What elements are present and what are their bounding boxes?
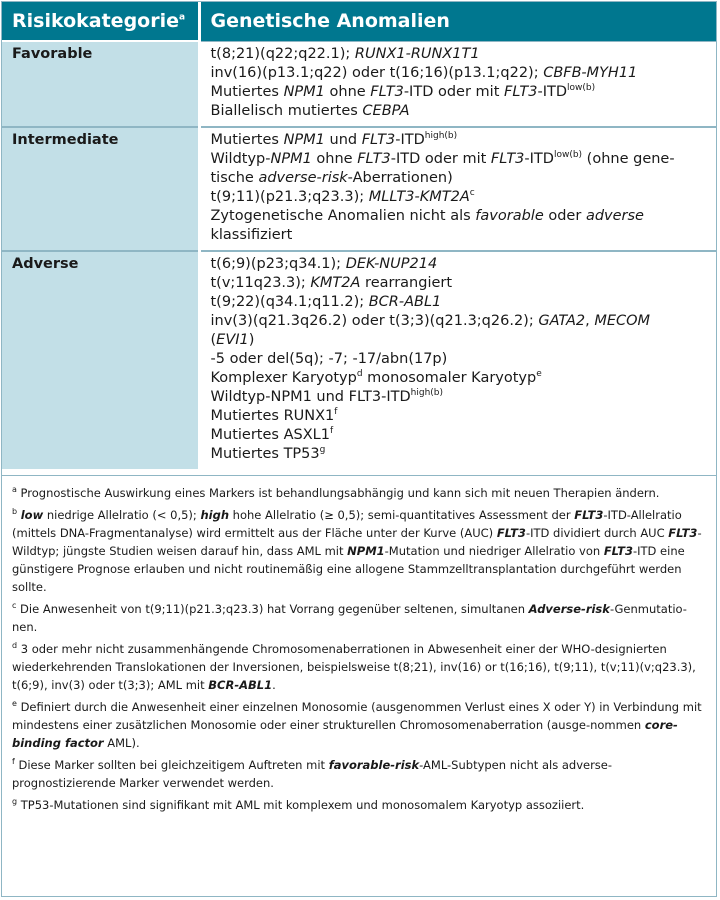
gene-name: MLLT3-KMT2A bbox=[368, 188, 470, 205]
text-segment: -ITD dividiert durch AUC bbox=[525, 525, 669, 540]
text-segment: -ITD oder mit bbox=[403, 83, 504, 100]
text-segment: -Wildtyp; jüngste Studien weisen darauf hin, dass AML mit bbox=[12, 525, 702, 558]
anomaly-line bbox=[211, 207, 709, 226]
text-segment: Mutiertes bbox=[210, 83, 284, 100]
text-segment: -ITD bbox=[395, 131, 425, 148]
risk-table-frame bbox=[1, 1, 717, 897]
text-segment: -ITD bbox=[537, 83, 568, 100]
gene-name: adverse bbox=[585, 207, 644, 224]
footnote-marker: e bbox=[536, 368, 542, 379]
table-header-row bbox=[2, 2, 716, 41]
text-segment: -Mutation und niedriger Allelratio von bbox=[384, 543, 604, 558]
anomaly-line bbox=[211, 131, 709, 150]
text-segment: ohne bbox=[324, 83, 371, 100]
emphasis-text: low bbox=[20, 507, 44, 522]
anomalies-adverse bbox=[199, 251, 716, 469]
header-genetic-anomalies: Genetische Anomalien bbox=[199, 2, 716, 41]
text-segment: TP53-Mutationen sind signifikant mit AML mit komplexem und monosomalem Karyotyp assoziiert. bbox=[17, 797, 585, 812]
footnote-marker: high(b) bbox=[424, 130, 458, 141]
text-segment: Wildtyp-NPM1 und FLT3-ITD bbox=[210, 388, 411, 405]
gene-name: BCR-ABL1 bbox=[368, 293, 442, 310]
text-segment: t(8;21)(q22;q22.1); bbox=[210, 45, 355, 62]
text-segment: -ITD oder mit bbox=[390, 150, 491, 167]
gene-name: CBFB-MYH11 bbox=[543, 64, 638, 81]
table-row bbox=[2, 127, 716, 251]
text-segment: hohe Allelratio (≥ 0,5); semi-quantitatives Assessment der bbox=[229, 507, 575, 522]
footnote bbox=[12, 640, 708, 694]
emphasis-text: FLT3 bbox=[668, 525, 698, 540]
table-row bbox=[2, 41, 716, 127]
footnote-marker: d bbox=[12, 640, 18, 650]
gene-name: CEBPA bbox=[362, 102, 410, 119]
text-segment: tische bbox=[210, 169, 259, 186]
text-segment: -ITD-Allelratio (mittels DNA-Fragmentanalyse) wird ermittelt aus der Fläche unter der Kurve (AUC) bbox=[12, 507, 682, 540]
gene-name: FLT3 bbox=[370, 83, 404, 100]
gene-name: MECOM bbox=[594, 312, 651, 329]
gene-name: GATA2 bbox=[538, 312, 586, 329]
text-segment: t(v;11q23.3); bbox=[210, 274, 311, 291]
footnote-marker: b bbox=[12, 506, 18, 516]
emphasis-text: Adverse-risk bbox=[528, 601, 610, 616]
footnote bbox=[12, 756, 708, 792]
footnote bbox=[12, 484, 708, 502]
anomaly-line bbox=[211, 102, 709, 121]
gene-name: RUNX1-RUNX1T1 bbox=[354, 45, 480, 62]
text-segment: Wildtyp- bbox=[210, 150, 271, 167]
gene-name: FLT3 bbox=[503, 83, 538, 100]
gene-name: FLT3 bbox=[357, 150, 391, 167]
anomaly-line bbox=[211, 350, 709, 369]
emphasis-text: favorable-risk bbox=[328, 757, 420, 772]
header-risk-category: Risikokategorie$^a$ bbox=[2, 2, 199, 41]
category-intermediate: Intermediate bbox=[2, 127, 199, 251]
text-segment: . bbox=[272, 677, 276, 692]
footnotes bbox=[2, 475, 716, 822]
anomaly-line bbox=[211, 64, 709, 83]
text-segment: rearrangiert bbox=[360, 274, 453, 291]
text-segment: Definiert durch die Anwesenheit einer einzelnen Monosomie (ausgenommen Verlust eines X oder Y) in Verbindung mit mindestens einer zusätzlichen Monosomie oder einer strukturellen Chromosomenaberration (ausge-nommen bbox=[12, 699, 702, 732]
text-segment: Prognostische Auswirkung eines Markers ist behandlungsabhängig und kann sich mit neuen Therapien ändern. bbox=[16, 485, 660, 500]
emphasis-text: core-binding factor bbox=[12, 717, 678, 750]
text-segment: inv(3)(q21.3q26.2) oder t(3;3)(q21.3;q26.2); bbox=[210, 312, 539, 329]
text-segment: t(6;9)(p23;q34.1); bbox=[210, 255, 346, 272]
footnote-marker: f bbox=[334, 406, 338, 417]
anomaly-line bbox=[211, 169, 709, 188]
text-segment: Mutiertes bbox=[210, 131, 284, 148]
text-segment: und bbox=[324, 131, 362, 148]
footnote-marker: e bbox=[12, 698, 17, 708]
text-segment: Diese Marker sollten bei gleichzeitigem Auftreten mit bbox=[14, 757, 329, 772]
anomaly-line bbox=[211, 188, 709, 207]
emphasis-text: FLT3 bbox=[603, 543, 633, 558]
emphasis-text: BCR-ABL1 bbox=[208, 677, 273, 692]
anomaly-line bbox=[211, 150, 709, 169]
footnote-marker: low(b) bbox=[553, 149, 583, 160]
text-segment: -ITD bbox=[524, 150, 554, 167]
text-segment: inv(16)(p13.1;q22) oder t(16;16)(p13.1;q22); bbox=[210, 64, 544, 81]
anomaly-line bbox=[211, 331, 709, 350]
anomaly-line bbox=[211, 45, 709, 64]
text-segment: -AML-Subtypen nicht als adverse-prognostizierende Marker verwendet werden. bbox=[12, 757, 613, 790]
gene-name: NPM1 bbox=[283, 83, 325, 100]
text-segment: klassifiziert bbox=[210, 226, 293, 243]
anomaly-line bbox=[211, 83, 709, 102]
category-adverse: Adverse bbox=[2, 251, 199, 469]
footnote-marker: g bbox=[12, 796, 18, 806]
footnote bbox=[12, 506, 708, 596]
text-segment: AML). bbox=[103, 735, 140, 750]
anomaly-line bbox=[211, 426, 709, 445]
text-segment: -Genmutatio-nen. bbox=[12, 601, 687, 634]
table-row bbox=[2, 251, 716, 469]
footnote bbox=[12, 698, 708, 752]
anomalies-intermediate bbox=[199, 127, 716, 251]
footnote-marker: d bbox=[356, 368, 363, 379]
gene-name: DEK-NUP214 bbox=[345, 255, 438, 272]
anomaly-line bbox=[211, 255, 709, 274]
footnote-marker: high(b) bbox=[410, 387, 444, 398]
emphasis-text: FLT3 bbox=[496, 525, 526, 540]
text-segment: t(9;11)(p21.3;q23.3); bbox=[210, 188, 369, 205]
text-segment: -Aberrationen) bbox=[347, 169, 453, 186]
anomalies-favorable bbox=[199, 41, 716, 127]
risk-classification-table bbox=[2, 2, 716, 469]
text-segment: -5 oder del(5q); -7; -17/abn(17p) bbox=[210, 350, 448, 367]
gene-name: NPM1 bbox=[283, 131, 325, 148]
gene-name: FLT3 bbox=[361, 131, 396, 148]
footnote-marker: f bbox=[329, 425, 334, 436]
text-segment: -ITD eine günstigere Prognose erlauben und nicht routinemäßig eine allogene Stammzelltransplantation durchgeführt werden sollte. bbox=[12, 543, 685, 594]
footnote-marker: c bbox=[12, 600, 17, 610]
gene-name: FLT3 bbox=[490, 150, 525, 167]
anomaly-line bbox=[211, 388, 709, 407]
text-segment: ohne bbox=[311, 150, 358, 167]
emphasis-text: NPM1 bbox=[347, 543, 385, 558]
category-favorable: Favorable bbox=[2, 41, 199, 127]
text-segment: Komplexer Karyotyp bbox=[210, 369, 357, 386]
anomaly-line bbox=[211, 293, 709, 312]
text-segment: Die Anwesenheit von t(9;11)(p21.3;q23.3) hat Vorrang gegenüber seltenen, simultanen bbox=[16, 601, 529, 616]
text-segment: Mutiertes TP53 bbox=[210, 445, 320, 462]
text-segment: Zytogenetische Anomalien nicht als bbox=[210, 207, 476, 224]
footnote-marker: g bbox=[319, 444, 326, 455]
anomaly-line bbox=[211, 226, 709, 245]
footnote bbox=[12, 600, 708, 636]
emphasis-text: FLT3 bbox=[574, 507, 604, 522]
text-segment: niedrige Allelratio (< 0,5); bbox=[43, 507, 201, 522]
text-segment: t(9;22)(q34.1;q11.2); bbox=[210, 293, 369, 310]
anomaly-line bbox=[211, 274, 709, 293]
emphasis-text: high bbox=[200, 507, 230, 522]
text-segment: Mutiertes RUNX1 bbox=[210, 407, 335, 424]
text-segment: Mutiertes ASXL1 bbox=[210, 426, 330, 443]
footnote-marker: low(b) bbox=[567, 82, 596, 93]
gene-name: KMT2A bbox=[310, 274, 361, 291]
text-segment: 3 oder mehr nicht zusammenhängende Chromosomenaberrationen in Abwesenheit einer der WHO-designierten wiederkehrenden Translokationen der Inversionen, beispielsweise t(8;21), inv(16) or t(16;16), t(9;11), t(v;11)(v;q23.3), t(6;9), inv(3) oder t(3;3); AML mit bbox=[12, 641, 696, 692]
header-footnote-marker: a bbox=[179, 12, 186, 23]
gene-name: EVI1 bbox=[216, 331, 249, 348]
footnote bbox=[12, 796, 708, 814]
gene-name: adverse-risk bbox=[258, 169, 348, 186]
footnote-marker: c bbox=[469, 187, 475, 198]
gene-name: favorable bbox=[475, 207, 544, 224]
text-segment: ) bbox=[248, 331, 255, 348]
gene-name: NPM1 bbox=[270, 150, 312, 167]
text-segment: ( bbox=[210, 331, 217, 348]
footnote-marker: f bbox=[12, 756, 15, 766]
anomaly-line bbox=[211, 407, 709, 426]
footnote-marker: a bbox=[12, 484, 17, 494]
text-segment: Biallelisch mutiertes bbox=[210, 102, 363, 119]
anomaly-line bbox=[211, 312, 709, 331]
text-segment: (ohne gene- bbox=[582, 150, 675, 167]
anomaly-line bbox=[211, 445, 709, 464]
text-segment: oder bbox=[543, 207, 586, 224]
text-segment: monosomaler Karyotyp bbox=[362, 369, 537, 386]
anomaly-line bbox=[211, 369, 709, 388]
text-segment: , bbox=[585, 312, 595, 329]
